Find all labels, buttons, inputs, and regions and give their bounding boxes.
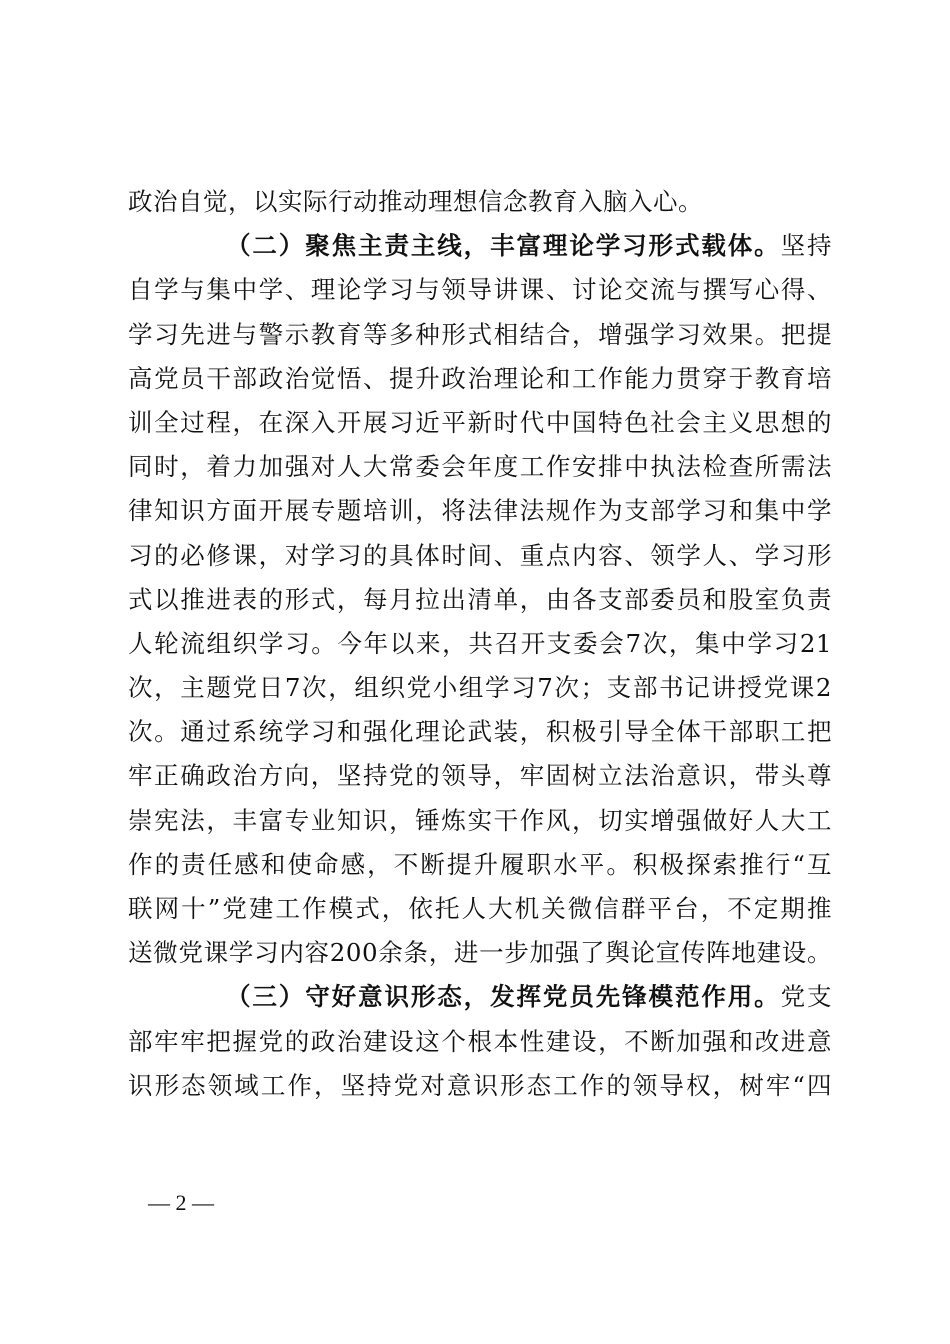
paragraph-line: 学习先进与警示教育等多种形式相结合，增强学习效果。把提 [128, 319, 832, 349]
section-heading-line [128, 224, 832, 268]
section-heading-line [128, 975, 832, 1019]
section-heading-2: （二）聚焦主责主线，丰富理论学习形式载体。 [226, 231, 781, 261]
paragraph-text: 坚持 [780, 231, 833, 261]
paragraph-line: 政治自觉，以实际行动推动理想信念教育入脑入心。 [128, 187, 703, 216]
paragraph-line: 次。通过系统学习和强化理论武装，积极引导全体干部职工把 [128, 717, 832, 747]
paragraph-line: 同时，着力加强对人大常委会年度工作安排中执法检查所需法 [128, 452, 832, 482]
section-heading-3: （三）守好意识形态，发挥党员先锋模范作用。 [226, 982, 781, 1012]
paragraph-line: 律知识方面开展专题培训，将法律法规作为支部学习和集中学 [128, 496, 832, 526]
paragraph-line: 部牢牢把握党的政治建设这个根本性建设，不断加强和改进意 [128, 1026, 832, 1056]
paragraph-line: 作的责任感和使命感，不断提升履职水平。积极探索推行“互 [128, 849, 832, 879]
paragraph-line: 次，主题党日7次，组织党小组学习7次；支部书记讲授党课2 [128, 673, 832, 703]
paragraph-line: 崇宪法，丰富专业知识，锤炼实干作风，切实增强做好人大工 [128, 805, 832, 835]
paragraph-line: 训全过程，在深入开展习近平新时代中国特色社会主义思想的 [128, 407, 832, 437]
paragraph-line: 自学与集中学、理论学习与领导讲课、讨论交流与撰写心得、 [128, 275, 832, 305]
paragraph-line: 牢正确政治方向，坚持党的领导，牢固树立法治意识，带头尊 [128, 761, 832, 791]
body-text [128, 180, 832, 1108]
paragraph-line: 联网十”党建工作模式，依托人大机关微信群平台，不定期推 [128, 894, 832, 923]
paragraph-line: 识形态领域工作，坚持党对意识形态工作的领导权，树牢“四 [128, 1070, 832, 1100]
paragraph-line: 人轮流组织学习。今年以来，共召开支委会7次，集中学习21 [128, 628, 832, 658]
paragraph-line: 习的必修课，对学习的具体时间、重点内容、领学人、学习形 [128, 540, 832, 570]
paragraph-text: 党支 [780, 982, 833, 1012]
page-number: — 2 — [148, 1190, 214, 1215]
paragraph-line: 式以推进表的形式，每月拉出清单，由各支部委员和股室负责 [128, 584, 832, 614]
paragraph-line: 高党员干部政治觉悟、提升政治理论和工作能力贯穿于教育培 [128, 363, 832, 393]
paragraph-line: 送微党课学习内容200余条，进一步加强了舆论宣传阵地建设。 [128, 938, 832, 968]
